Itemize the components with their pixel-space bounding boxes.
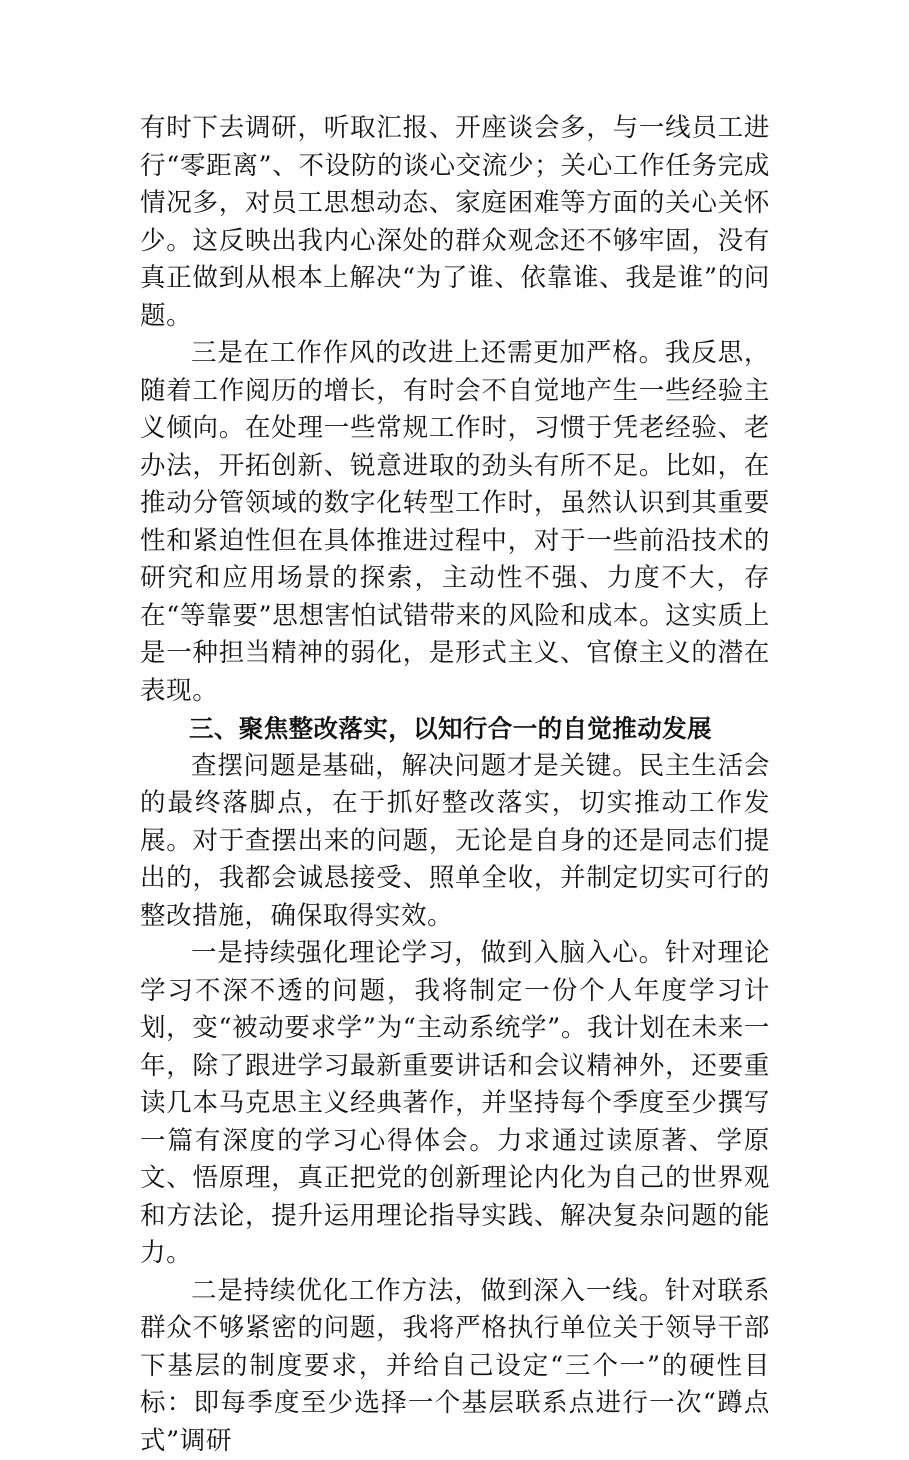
paragraph-2: 三是在工作作风的改进上还需更加严格。我反思，随着工作阅历的增长，有时会不自觉地产生一些经验主义倾向。在处理一些常规工作时，习惯于凭老经验、老办法，开拓创新、锐意进取的劲头有所不足。比如，在推动分管领域的数字化转型工作时，虽然认识到其重要性和紧迫性但在具体推进过程中，对于一些前沿技术的研究和应用场景的探索，主动性不强、力度不大，存在“等靠要”思想害怕试错带来的风险和成本。这实质上是一种担当精神的弱化，是形式主义、官僚主义的潜在表现。: [140, 335, 770, 710]
paragraph-1: 有时下去调研，听取汇报、开座谈会多，与一线员工进行“零距离”、不设防的谈心交流少；关心工作任务完成情况多，对员工思想动态、家庭困难等方面的关心关怀少。这反映出我内心深处的群众观念还不够牢固，没有真正做到从根本上解决“为了谁、依靠谁、我是谁”的问题。: [140, 110, 770, 335]
paragraph-3: 查摆问题是基础，解决问题才是关键。民主生活会的最终落脚点，在于抓好整改落实，切实推动工作发展。对于查摆出来的问题，无论是自身的还是同志们提出的，我都会诚恳接受、照单全收，并制定切实可行的整改措施，确保取得实效。: [140, 748, 770, 936]
paragraph-5: 二是持续优化工作方法，做到深入一线。针对联系群众不够紧密的问题，我将严格执行单位关于领导干部下基层的制度要求，并给自己设定“三个一”的硬性目标：即每季度至少选择一个基层联系点进行一次“蹲点式”调研: [140, 1273, 770, 1460]
paragraph-4: 一是持续强化理论学习，做到入脑入心。针对理论学习不深不透的问题，我将制定一份个人年度学习计划，变“被动要求学”为“主动系统学”。我计划在未来一年，除了跟进学习最新重要讲话和会议精神外，还要重读几本马克思主义经典著作，并坚持每个季度至少撰写一篇有深度的学习心得体会。力求通过读原著、学原文、悟原理，真正把党的创新理论内化为自己的世界观和方法论，提升运用理论指导实践、解决复杂问题的能力。: [140, 935, 770, 1273]
section-heading: 三、聚焦整改落实，以知行合一的自觉推动发展: [140, 710, 770, 748]
document-body: [140, 110, 770, 1460]
